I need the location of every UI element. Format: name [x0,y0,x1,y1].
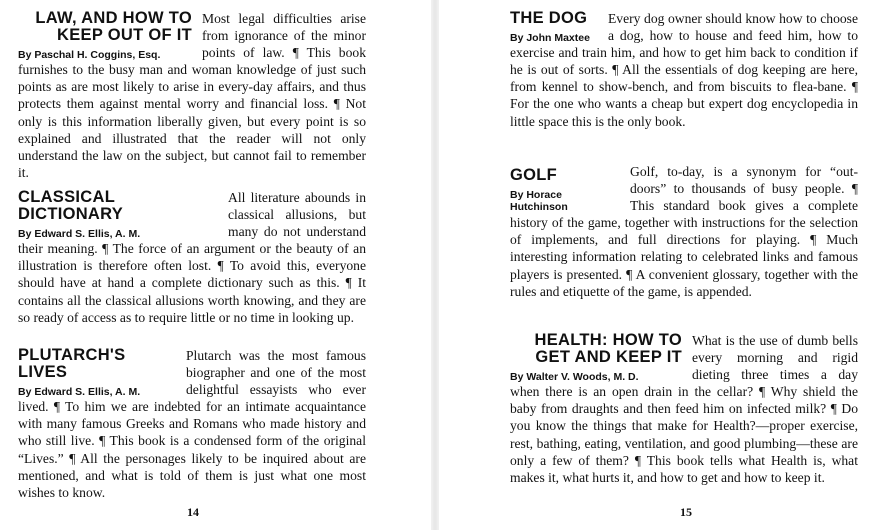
entry-text: Most legal difficulties arise from ignorance of the minor points of law. ¶ This book furnishes to the busy man and woman knowledge of just such points as are most likely to arise in every-day affairs, and thus protects them against mental worry and financial loss. ¶ Not only is this information liberally given, but every point is so explained and illustrated that the reader will not only understand the law on the subject, but cannot fail to remember it. [18,11,366,180]
entry-heading [510,163,620,213]
entry-title: CLASSICAL DICTIONARY [18,188,124,223]
entry-the-dog [510,10,858,130]
entry-text: Plutarch was the most famous biographer and one of the most delightful essayists who ever lived. ¶ To him we are indebted for an intimate acquaintance with many famous Greeks and Romans who made history and who still live. ¶ This book is a condensed form of the original “Lives.” ¶ All the personages likely to be inquired about are mentioned, and what is told of them is just what one most wishes to know. [18,348,366,500]
entry-author: By Horace Hutchinson [510,189,568,213]
entry-plutarchs-lives [18,347,366,501]
entry-title: THE DOG [510,9,588,27]
entry-heading [510,332,682,383]
entry-heading [18,347,176,398]
entry-law [18,10,366,181]
entry-author: By Paschal H. Coggins, Esq. [18,49,161,61]
entry-heading [18,10,192,61]
right-page [440,0,870,530]
entry-text: Every dog owner should know how to choose a dog, how to house and feed him, how to exercise and train him, and how to get him back to condition if he is out of sorts. ¶ All the essentials of dog keeping are here, from kennel to show-bench, and from biscuits to flea-bane. ¶ For the one who wants a cheap but expert dog encyclopedia in little space this is the only book. [510,11,858,129]
left-page [0,0,430,530]
book-gutter [431,0,439,530]
entry-heading [510,10,598,44]
entry-title: PLUTARCH'S LIVES [18,346,126,381]
entry-title: GOLF [510,166,558,184]
entry-health [510,332,858,486]
page-number: 14 [187,505,199,519]
entry-text: All literature abounds in classical allusions, but many do not understand their meaning. ¶ The force of an argument or the beauty of an illustration is therefore often lost. ¶ To avoid this, everyone should have at hand a complete dictionary such as this. ¶ It contains all the classical allusions worth knowing, and they are so ready of access as to require little or no time in looking up. [18,190,366,325]
entry-author: By Edward S. Ellis, A. M. [18,386,141,398]
entry-classical-dictionary [18,189,366,326]
entry-title: HEALTH: HOW TO GET AND KEEP IT [534,331,682,366]
entry-author: By John Maxtee [510,32,590,44]
entry-text: What is the use of dumb bells every morning and rigid dieting three times a day when there is an open drain in the cellar? ¶ Why shield the baby from draughts and then feed him on infected milk? ¶ Do you know the things that make for Health?—proper exercise, rest, bathing, eating, ventilation, and good plumbing—these are only a few of them? ¶ This book tells what Health is, what makes it, what hurts it, and how to get and how to keep it. [510,333,858,485]
entry-golf [510,163,858,300]
entry-text: Golf, to-day, is a synonym for “out-doors” to thousands of busy people. ¶ This standard book gives a complete history of the game, together with instructions for the selection of implements, and full directions for playing. ¶ Much interesting information relating to celebrated links and famous players is presented. ¶ A convenient glossary, together with the rules and etiquette of the game, is appended. [510,164,858,299]
entry-author: By Edward S. Ellis, A. M. [18,228,141,240]
entry-author: By Walter V. Woods, M. D. [510,371,639,383]
page-number: 15 [680,505,692,519]
entry-heading [18,189,218,240]
entry-title: LAW, AND HOW TO KEEP OUT OF IT [35,9,192,44]
